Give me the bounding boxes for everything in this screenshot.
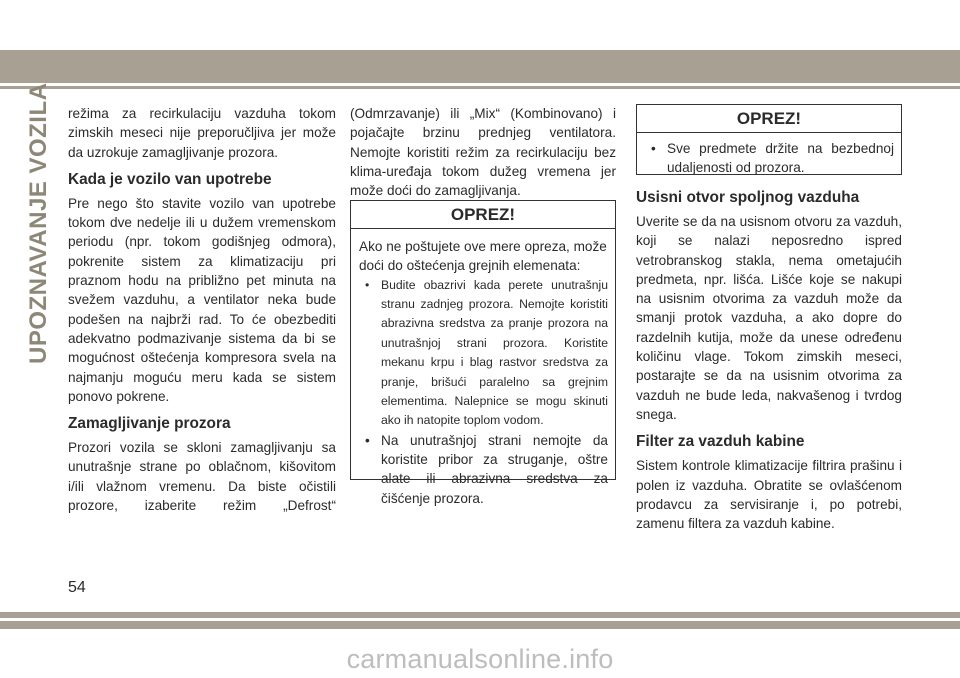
caution-item: • Sve predmete držite na bezbednoj udaljenosti od prozora. bbox=[645, 139, 894, 178]
column-3 bbox=[636, 180, 902, 533]
footer-rule bbox=[0, 612, 960, 618]
watermark: carmanualsonline.info bbox=[346, 644, 614, 674]
column-1 bbox=[68, 104, 336, 515]
heading-window-fogging: Zamagljivanje prozora bbox=[68, 415, 231, 433]
header-rule bbox=[0, 86, 960, 89]
header-band bbox=[0, 50, 960, 83]
caution-list bbox=[645, 139, 894, 178]
heading-outside-air-intake: Usisni otvor spoljnog vazduha bbox=[636, 189, 860, 206]
paragraph-window-fogging: Prozori vozila se skloni zamagljivanju sa unutrašnje strane po oblačnom, kišovitom i/ili vlažnom vremenu. Da biste očistili prozore, izaberite režim „Defrost“ bbox=[68, 440, 336, 514]
caution-item: • Budite obazrivi kada perete unutrašnju stranu zadnjeg prozora. Nemojte koristiti abrazivna sredstva za pranje prozora na unutrašnjoj strani prozora. Koristite mekanu krpu i blag rastvor sredstva za pranje, brišući paralelno sa grejnim elementima. Nalepnice se mogu skinuti ako ih natopite toplom vodom. bbox=[359, 276, 608, 431]
caution-title: OPREZ! bbox=[351, 201, 615, 229]
column-2 bbox=[350, 104, 616, 200]
section-side-title-text: UPOZNAVANJE VOZILA bbox=[25, 82, 52, 364]
caution-box-heating-elements bbox=[350, 200, 616, 506]
footer-band bbox=[0, 621, 960, 629]
heading-vehicle-storage: Kada je vozilo van upotrebe bbox=[68, 170, 272, 188]
paragraph-outside-air-intake: Uverite se da na usisnom otvoru za vazduh, koji se nalazi neposredno ispred vetrobranskog stakla, nema ometajućih predmeta, npr. lišća. Lišće koje se nakupi na usisnim otvorima za vazduh može da smanji protok vazduha, a ako dopre do razdelnih kutija, može da unese određenu količinu vlage. Tokom zimskih meseci, postarajte se da na usisnim otvorima za vazduh ne bude leda, nakvašenog i tvrdog snega. bbox=[636, 214, 902, 422]
caution-intro: Ako ne poštujete ove mere opreza, može doći do oštećenja grejnih elemenata: bbox=[359, 239, 607, 274]
paragraph-defrost-continued: (Odmrzavanje) ili „Mix“ (Kombinovano) i pojačajte brzinu prednjeg ventilatora. Nemojte koristiti režim za recirkulaciju bez klima-uređaja tokom dužeg vremena jer može doći do zamagljivanja. bbox=[350, 106, 616, 199]
caution-box-objects bbox=[636, 104, 902, 175]
paragraph-vehicle-storage: Pre nego što stavite vozilo van upotrebe tokom dve nedelje ili u dužem vremenskom periodu (npr. tokom godišnjeg odmora), pokrenite sistem za klimatizaciju pri praznom hodu na približno pet minuta na svežem vazduhu, a ventilator neka bude podešen na najbrži rad. To će obezbediti adekvatno podmazivanje sistema da bi se mogućnost oštećenja kompresora svela na najmanju moguću meru kada se sistem ponovo pokrene. bbox=[68, 195, 336, 404]
caution-title: OPREZ! bbox=[637, 105, 901, 133]
caution-list bbox=[359, 276, 608, 508]
caution-item: • Na unutrašnjoj strani nemojte da koristite pribor za struganje, oštre alate ili abrazivna sredstva za čišćenje prozora. bbox=[359, 431, 608, 508]
heading-cabin-air-filter: Filter za vazduh kabine bbox=[636, 433, 805, 451]
page-number: 54 bbox=[68, 579, 86, 596]
paragraph-cabin-air-filter: Sistem kontrole klimatizacije filtrira prašinu i polen iz vazduha. Obratite se ovlašćenom prodavcu za servisiranje i, po potrebi, zamenu filtera za vazduh kabine. bbox=[636, 458, 902, 532]
paragraph-intro: režima za recirkulaciju vazduha tokom zimskih meseci nije preporučljiva jer može da uzrokuje zamagljivanje prozora. bbox=[68, 106, 336, 160]
